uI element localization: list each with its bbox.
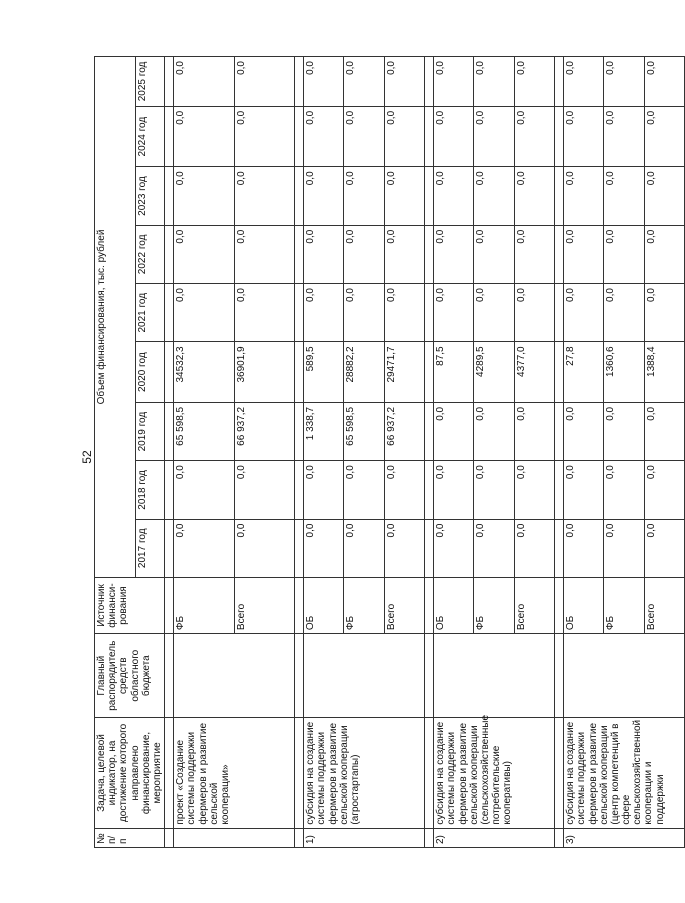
spacer-cell xyxy=(295,284,304,342)
header-num: № п/п xyxy=(95,828,165,847)
value-cell: 0,0 xyxy=(234,57,295,107)
spacer-row xyxy=(165,57,174,848)
value-cell: 0,0 xyxy=(434,167,474,225)
value-cell: 0,0 xyxy=(644,461,684,519)
spacer-cell xyxy=(295,106,304,167)
spacer-cell xyxy=(425,461,434,519)
spacer-cell xyxy=(295,402,304,460)
value-cell: 0,0 xyxy=(564,57,604,107)
value-cell: 0,0 xyxy=(514,461,554,519)
value-cell: 0,0 xyxy=(474,461,514,519)
table-row xyxy=(174,57,235,848)
value-cell: 65 598,5 xyxy=(174,402,235,460)
header-volume: Объем финансирования, тыс. рублей xyxy=(95,57,136,578)
value-cell: 0,0 xyxy=(644,284,684,342)
manager-cell xyxy=(304,634,425,718)
source-cell: ФБ xyxy=(474,577,514,633)
header-manager: Главный распорядитель средств областного бюджета xyxy=(95,634,165,718)
spacer-cell xyxy=(425,57,434,107)
spacer-cell xyxy=(555,577,564,633)
value-cell: 0,0 xyxy=(434,284,474,342)
spacer-cell xyxy=(165,828,174,847)
value-cell: 0,0 xyxy=(234,225,295,283)
value-cell: 0,0 xyxy=(604,106,644,167)
value-cell: 0,0 xyxy=(434,519,474,577)
spacer-cell xyxy=(425,828,434,847)
value-cell: 0,0 xyxy=(564,519,604,577)
spacer-cell xyxy=(425,167,434,225)
rotated-table-wrapper xyxy=(94,56,666,848)
value-cell: 0,0 xyxy=(564,402,604,460)
spacer-cell xyxy=(425,577,434,633)
spacer-cell xyxy=(295,461,304,519)
value-cell: 27,8 xyxy=(564,342,604,403)
value-cell: 0,0 xyxy=(474,402,514,460)
value-cell: 589,5 xyxy=(304,342,344,403)
header-year: 2022 год xyxy=(136,225,165,283)
value-cell: 0,0 xyxy=(384,167,424,225)
value-cell: 0,0 xyxy=(514,284,554,342)
value-cell: 0,0 xyxy=(564,225,604,283)
value-cell: 0,0 xyxy=(344,225,384,283)
value-cell: 0,0 xyxy=(564,106,604,167)
spacer-cell xyxy=(555,519,564,577)
spacer-cell xyxy=(425,634,434,718)
source-cell: Всего xyxy=(514,577,554,633)
spacer-cell xyxy=(165,167,174,225)
spacer-cell xyxy=(295,718,304,828)
value-cell: 0,0 xyxy=(474,167,514,225)
value-cell: 0,0 xyxy=(174,225,235,283)
value-cell: 0,0 xyxy=(304,167,344,225)
value-cell: 0,0 xyxy=(344,106,384,167)
value-cell: 0,0 xyxy=(644,57,684,107)
value-cell: 0,0 xyxy=(434,461,474,519)
value-cell: 0,0 xyxy=(174,461,235,519)
measure-name: субсидия на создание системы поддержки фермеров и развитие сельской кооперации (сельскохозяйственные потребительские кооперативы) xyxy=(434,718,555,828)
header-year: 2021 год xyxy=(136,284,165,342)
value-cell: 0,0 xyxy=(344,284,384,342)
value-cell: 0,0 xyxy=(384,225,424,283)
value-cell: 34532,3 xyxy=(174,342,235,403)
value-cell: 29471,7 xyxy=(384,342,424,403)
value-cell: 0,0 xyxy=(514,402,554,460)
value-cell: 0,0 xyxy=(344,57,384,107)
header-year: 2017 год xyxy=(136,519,165,577)
table-row xyxy=(304,57,344,848)
value-cell: 0,0 xyxy=(304,461,344,519)
value-cell: 0,0 xyxy=(304,225,344,283)
spacer-cell xyxy=(165,577,174,633)
spacer-cell xyxy=(425,718,434,828)
spacer-cell xyxy=(425,106,434,167)
value-cell: 0,0 xyxy=(644,106,684,167)
spacer-cell xyxy=(425,519,434,577)
spacer-cell xyxy=(165,284,174,342)
source-cell: Всего xyxy=(234,577,295,633)
page-number: 52 xyxy=(80,450,94,464)
value-cell: 0,0 xyxy=(604,402,644,460)
measure-name: субсидия на создание системы поддержки фермеров и развитие сельской кооперации (центр компетенций в сфере сельскохозяйственной кооперации и поддержки xyxy=(564,718,685,828)
spacer-cell xyxy=(165,461,174,519)
value-cell: 0,0 xyxy=(384,57,424,107)
spacer-cell xyxy=(425,225,434,283)
spacer-cell xyxy=(425,284,434,342)
source-cell: ФБ xyxy=(174,577,235,633)
value-cell: 0,0 xyxy=(644,519,684,577)
value-cell: 0,0 xyxy=(344,167,384,225)
spacer-cell xyxy=(555,718,564,828)
value-cell: 0,0 xyxy=(514,167,554,225)
value-cell: 0,0 xyxy=(234,519,295,577)
value-cell: 36901,9 xyxy=(234,342,295,403)
value-cell: 0,0 xyxy=(384,106,424,167)
value-cell: 66 937,2 xyxy=(234,402,295,460)
spacer-cell xyxy=(555,828,564,847)
value-cell: 4289,5 xyxy=(474,342,514,403)
value-cell: 0,0 xyxy=(174,519,235,577)
spacer-cell xyxy=(555,167,564,225)
value-cell: 0,0 xyxy=(644,402,684,460)
value-cell: 0,0 xyxy=(234,106,295,167)
value-cell: 0,0 xyxy=(434,57,474,107)
spacer-cell xyxy=(555,402,564,460)
header-year: 2020 год xyxy=(136,342,165,403)
value-cell: 0,0 xyxy=(234,167,295,225)
value-cell: 0,0 xyxy=(474,519,514,577)
value-cell: 28882,2 xyxy=(344,342,384,403)
value-cell: 0,0 xyxy=(304,519,344,577)
financing-table xyxy=(94,56,685,848)
value-cell: 0,0 xyxy=(384,461,424,519)
value-cell: 0,0 xyxy=(384,519,424,577)
value-cell: 0,0 xyxy=(514,225,554,283)
spacer-cell xyxy=(555,342,564,403)
spacer-cell xyxy=(165,402,174,460)
value-cell: 0,0 xyxy=(564,284,604,342)
source-cell: Всего xyxy=(384,577,424,633)
source-cell: ОБ xyxy=(564,577,604,633)
measure-name: субсидия на создание системы поддержки фермеров и развитие сельской кооперации (агростартапы) xyxy=(304,718,425,828)
spacer-cell xyxy=(295,519,304,577)
header-year: 2023 год xyxy=(136,167,165,225)
spacer-cell xyxy=(295,167,304,225)
value-cell: 0,0 xyxy=(304,106,344,167)
value-cell: 0,0 xyxy=(234,461,295,519)
spacer-cell xyxy=(555,284,564,342)
spacer-cell xyxy=(555,106,564,167)
spacer-cell xyxy=(295,57,304,107)
value-cell: 0,0 xyxy=(514,106,554,167)
spacer-cell xyxy=(295,828,304,847)
spacer-cell xyxy=(555,634,564,718)
spacer-cell xyxy=(555,225,564,283)
value-cell: 0,0 xyxy=(174,284,235,342)
spacer-row xyxy=(295,57,304,848)
value-cell: 65 598,5 xyxy=(344,402,384,460)
value-cell: 66 937,2 xyxy=(384,402,424,460)
header-year: 2019 год xyxy=(136,402,165,460)
value-cell: 0,0 xyxy=(174,167,235,225)
source-cell: ФБ xyxy=(344,577,384,633)
source-cell: Всего xyxy=(644,577,684,633)
header-year: 2024 год xyxy=(136,106,165,167)
value-cell: 0,0 xyxy=(434,106,474,167)
value-cell: 0,0 xyxy=(604,167,644,225)
table-row xyxy=(434,57,474,848)
spacer-cell xyxy=(425,342,434,403)
table-body xyxy=(165,57,685,848)
value-cell: 0,0 xyxy=(564,461,604,519)
value-cell: 0,0 xyxy=(604,461,644,519)
spacer-cell xyxy=(295,634,304,718)
value-cell: 1360,6 xyxy=(604,342,644,403)
value-cell: 0,0 xyxy=(514,57,554,107)
value-cell: 0,0 xyxy=(304,284,344,342)
header-year: 2018 год xyxy=(136,461,165,519)
header-year: 2025 год xyxy=(136,57,165,107)
spacer-cell xyxy=(425,402,434,460)
source-cell: ФБ xyxy=(604,577,644,633)
value-cell: 87,5 xyxy=(434,342,474,403)
value-cell: 0,0 xyxy=(434,225,474,283)
value-cell: 0,0 xyxy=(474,225,514,283)
spacer-cell xyxy=(295,577,304,633)
header-source: Источник финанси-рования xyxy=(95,577,165,633)
spacer-cell xyxy=(165,225,174,283)
value-cell: 4377,0 xyxy=(514,342,554,403)
value-cell: 0,0 xyxy=(644,167,684,225)
value-cell: 0,0 xyxy=(474,57,514,107)
value-cell: 1 338,7 xyxy=(304,402,344,460)
value-cell: 0,0 xyxy=(514,519,554,577)
spacer-cell xyxy=(295,225,304,283)
value-cell: 0,0 xyxy=(174,106,235,167)
spacer-cell xyxy=(165,519,174,577)
value-cell: 0,0 xyxy=(604,284,644,342)
value-cell: 1388,4 xyxy=(644,342,684,403)
value-cell: 0,0 xyxy=(604,519,644,577)
manager-cell xyxy=(174,634,295,718)
row-number: 3) xyxy=(564,828,685,847)
value-cell: 0,0 xyxy=(564,167,604,225)
spacer-row xyxy=(555,57,564,848)
value-cell: 0,0 xyxy=(344,461,384,519)
value-cell: 0,0 xyxy=(434,402,474,460)
row-number: 2) xyxy=(434,828,555,847)
manager-cell xyxy=(564,634,685,718)
value-cell: 0,0 xyxy=(234,284,295,342)
spacer-cell xyxy=(165,718,174,828)
row-number xyxy=(174,828,295,847)
spacer-cell xyxy=(555,461,564,519)
spacer-row xyxy=(425,57,434,848)
value-cell: 0,0 xyxy=(174,57,235,107)
spacer-cell xyxy=(555,57,564,107)
value-cell: 0,0 xyxy=(474,284,514,342)
value-cell: 0,0 xyxy=(304,57,344,107)
spacer-cell xyxy=(165,106,174,167)
header-task: Задача, целевой индикатор, на достижение которого направлено финансирование, мероприятие xyxy=(95,718,165,828)
value-cell: 0,0 xyxy=(604,225,644,283)
value-cell: 0,0 xyxy=(604,57,644,107)
table-row xyxy=(564,57,604,848)
value-cell: 0,0 xyxy=(474,106,514,167)
spacer-cell xyxy=(165,57,174,107)
value-cell: 0,0 xyxy=(384,284,424,342)
spacer-cell xyxy=(165,634,174,718)
spacer-cell xyxy=(295,342,304,403)
value-cell: 0,0 xyxy=(344,519,384,577)
value-cell: 0,0 xyxy=(644,225,684,283)
measure-name: проект «Создание системы поддержки фермеров и развитие сельской кооперации» xyxy=(174,718,295,828)
spacer-cell xyxy=(165,342,174,403)
row-number: 1) xyxy=(304,828,425,847)
manager-cell xyxy=(434,634,555,718)
source-cell: ОБ xyxy=(304,577,344,633)
source-cell: ОБ xyxy=(434,577,474,633)
